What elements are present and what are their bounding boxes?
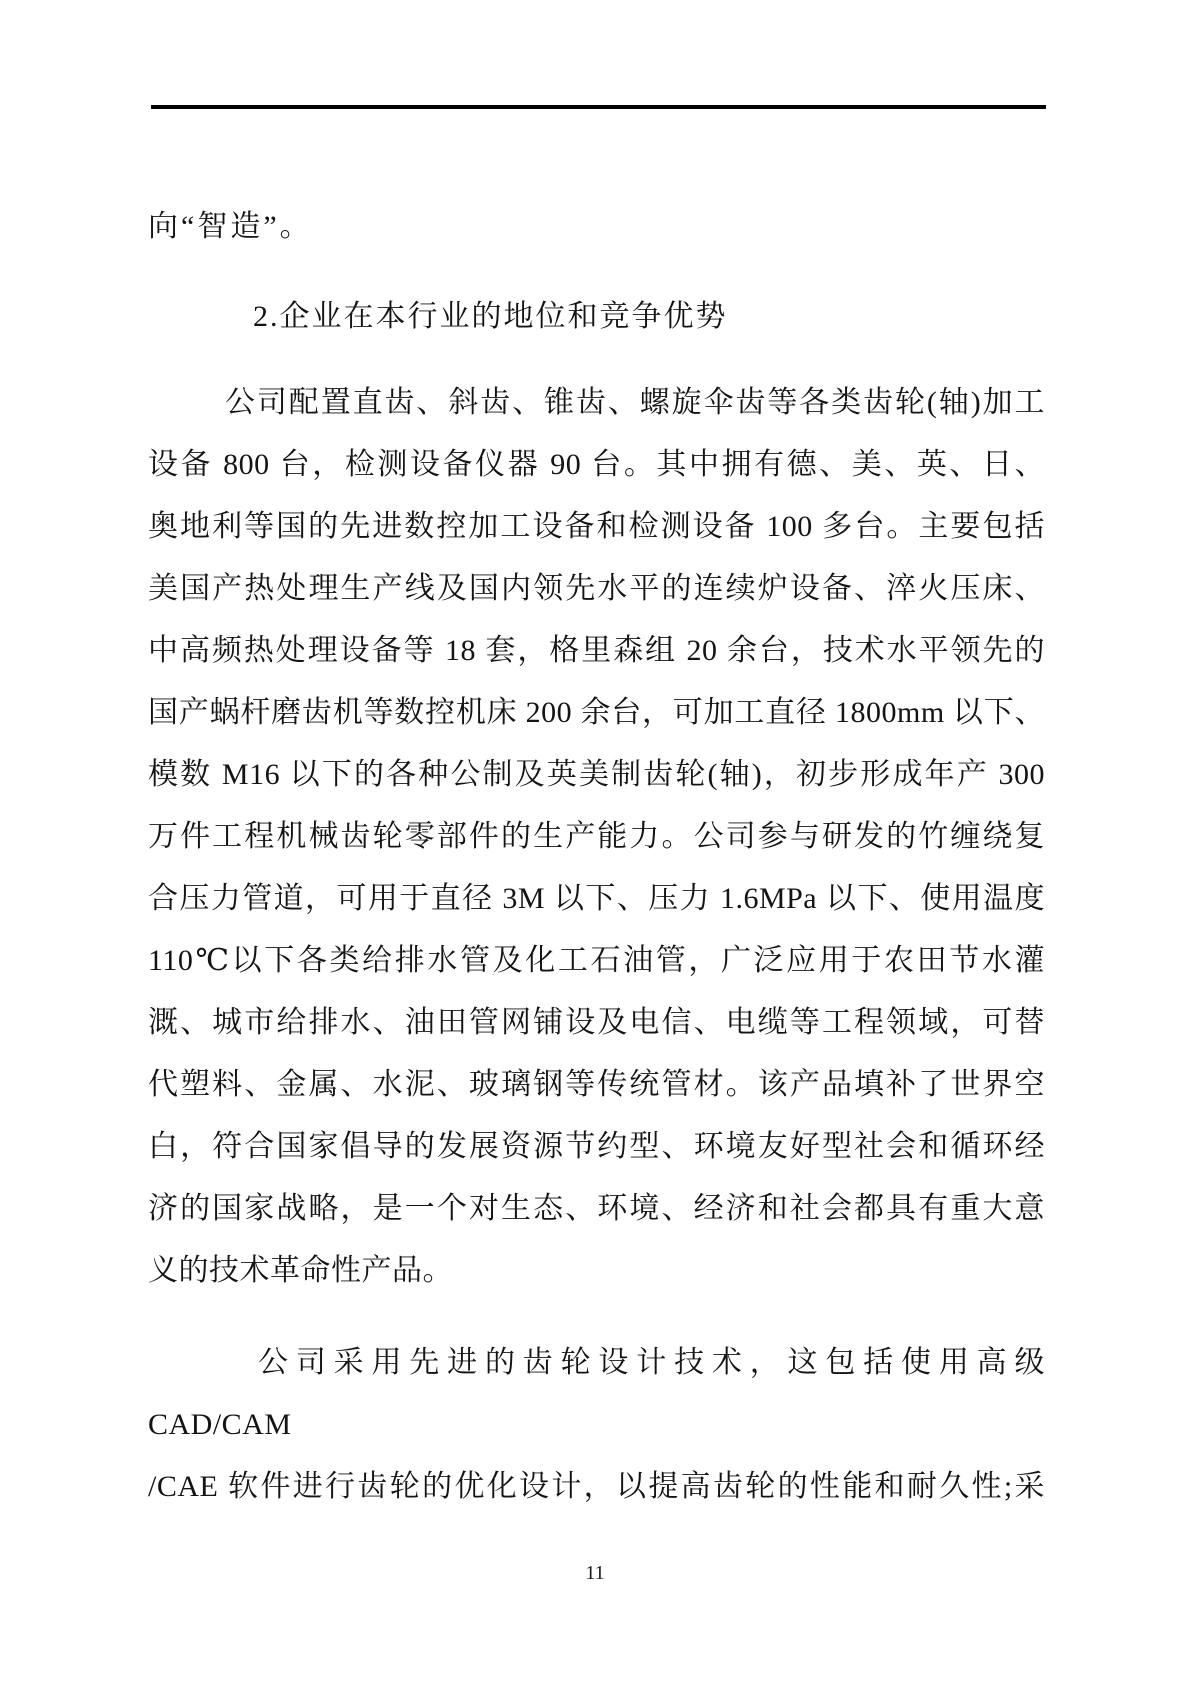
page-number: 11 — [585, 1562, 605, 1584]
document-body — [148, 196, 1045, 1518]
header-rule — [151, 105, 1046, 109]
paragraph-line: 奥地利等国的先进数控加工设备和检测设备 100 多台。主要包括 — [148, 510, 1045, 543]
paragraph-line: 110℃以下各类给排水管及化工石油管，广泛应用于农田节水灌 — [148, 944, 1045, 977]
section-heading: 2.企业在本行业的地位和竞争优势 — [253, 300, 728, 333]
paragraph-line: 济的国家战略，是一个对生态、环境、经济和社会都具有重大意 — [148, 1192, 1045, 1225]
paragraph-line: 溉、城市给排水、油田管网铺设及电信、电缆等工程领域，可替 — [148, 1006, 1045, 1039]
paragraph-line: 白，符合国家倡导的发展资源节约型、环境友好型社会和循环经 — [148, 1130, 1045, 1163]
paragraph-line: 公司配置直齿、斜齿、锥齿、螺旋伞齿等各类齿轮(轴)加工 — [225, 386, 1045, 419]
paragraph-line: 国产蜗杆磨齿机等数控机床 200 余台，可加工直径 1800mm 以下、 — [148, 696, 1045, 729]
paragraph-equipment — [148, 372, 1045, 1302]
paragraph-line: 合压力管道，可用于直径 3M 以下、压力 1.6MPa 以下、使用温度 — [148, 882, 1045, 915]
paragraph-line: 设备 800 台，检测设备仪器 90 台。其中拥有德、美、英、日、 — [148, 448, 1045, 481]
paragraph-line: 公司采用先进的齿轮设计技术，这包括使用高级 CAD/CAM — [148, 1346, 1045, 1441]
paragraph-line: 万件工程机械齿轮零部件的生产能力。公司参与研发的竹缠绕复 — [148, 820, 1045, 853]
paragraph-line: 模数 M16 以下的各种公制及英美制齿轮(轴)，初步形成年产 300 — [148, 758, 1045, 791]
paragraph-line: 中高频热处理设备等 18 套，格里森组 20 余台，技术水平领先的 — [148, 634, 1045, 667]
paragraph-design — [148, 1332, 1045, 1518]
paragraph-line: 代塑料、金属、水泥、玻璃钢等传统管材。该产品填补了世界空 — [148, 1068, 1045, 1101]
intro-paragraph-line: 向“智造”。 — [148, 210, 313, 243]
paragraph-line: 美国产热处理生产线及国内领先水平的连续炉设备、淬火压床、 — [148, 572, 1045, 605]
paragraph-line: 义的技术革命性产品。 — [148, 1254, 453, 1287]
paragraph-line: /CAE 软件进行齿轮的优化设计，以提高齿轮的性能和耐久性;采 — [148, 1470, 1045, 1503]
